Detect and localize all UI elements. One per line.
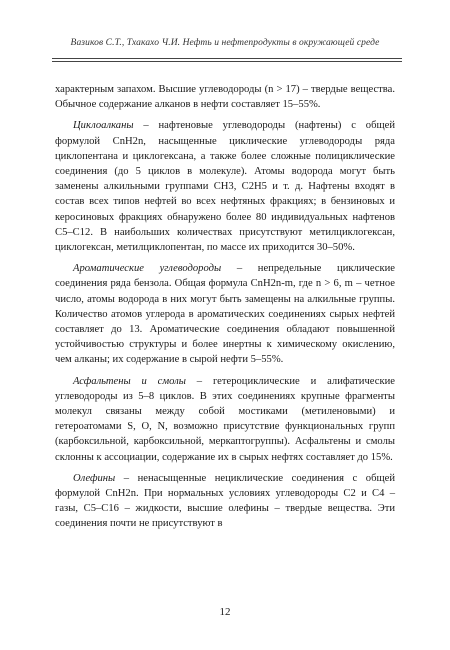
body-text bbox=[55, 82, 395, 538]
paragraph-text: – ненасыщенные нециклические соединения с общей формулой CnH2n. При нормальных условиях углеводороды C2 и C4 – газы, C5–C16 – жидкости, высшие олефины – твердые вещества. Эти соединения почти не присутствуют в bbox=[55, 472, 395, 530]
paragraph-text: – нафтеновые углеводороды (нафтены) с общей формулой CnH2n, насыщенные циклические углеводороды ряда циклопентана и циклогексана, а также более сложные полициклические соединения (до 5 циклов в молекуле). Атомы водорода могут быть заменены алкильными группами CH3, C2H5 и т. д. Нафтены входят в состав всех типов нефтей во всех нефтяных фракциях; в бензиновых и керосиновых фракциях обнаружено более 80 индивидуальных нафтенов C5–C12. В наибольших количествах присутствуют метилциклогексан, циклогексан, метилциклопентан, по массе их приходится 30–50%. bbox=[55, 120, 395, 254]
paragraph-olefins bbox=[55, 471, 395, 532]
paragraph-continuation bbox=[55, 82, 395, 112]
page-number: 12 bbox=[219, 606, 231, 618]
paragraph-text: – гетероциклические и алифатические углеводороды из 5–8 циклов. В этих соединениях крупные фрагменты молекул связаны между собой мостиками (метиленовыми) и гетероатомами S, O, N, возможно присутствие функциональных групп (карбоксильной, карбоксильной, меркаптогруппы). Асфальтены и смолы склонны к ассоциации, содержание их в сырых нефтях составляет до 15%. bbox=[55, 375, 395, 463]
header-rule bbox=[52, 58, 402, 62]
paragraph-asphaltenes bbox=[55, 374, 395, 465]
running-header: Вазиков С.Т., Тхакахо Ч.И. Нефть и нефтепродукты в окружающей среде bbox=[70, 38, 380, 48]
term-olefins: Олефины bbox=[73, 472, 116, 484]
paragraph-text: характерным запахом. Высшие углеводороды (n > 17) – твердые вещества. Обычное содержание алканов в нефти составляет 15–55%. bbox=[55, 84, 395, 111]
paragraph-text: – непредельные циклические соединения ряда бензола. Общая формула CnH2n-m, где n > 6, m – четное число, атомы водорода в них могут быть замещены на алкильные группы. Количество атомов углерода в ароматических соединениях сырых нефтей составляет до 13. Ароматические соединения обладают повышенной устойчивостью структуры и более инертны к химическому окислению, чем алканы; их содержание в сырой нефти 5–55%. bbox=[55, 263, 395, 366]
paragraph-cycloalkanes bbox=[55, 118, 395, 255]
term-cycloalkanes: Циклоалканы bbox=[73, 120, 134, 132]
term-asphaltenes: Асфальтены и смолы bbox=[73, 375, 186, 387]
term-aromatics: Ароматические углеводороды bbox=[73, 263, 222, 275]
paragraph-aromatics bbox=[55, 261, 395, 367]
